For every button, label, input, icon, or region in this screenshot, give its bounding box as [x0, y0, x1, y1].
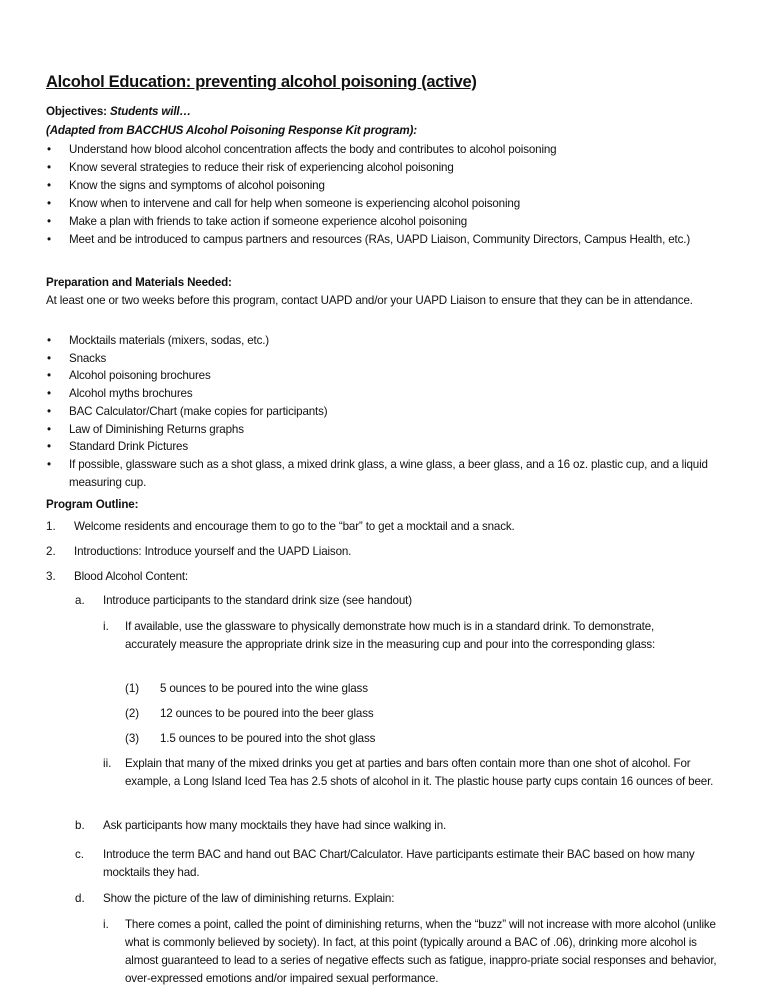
sub-marker: d.: [75, 892, 85, 905]
document-title: Alcohol Education: preventing alcohol poisoning (active): [46, 73, 477, 91]
bullet-icon: •: [47, 457, 52, 471]
step-3: Blood Alcohol Content:: [74, 570, 189, 583]
sub-marker: c.: [75, 848, 85, 861]
bullet-icon: •: [47, 143, 52, 156]
list-item: Alcohol poisoning brochures: [69, 369, 211, 383]
step-number: 2.: [46, 545, 56, 558]
step-3a-i: If available, use the glassware to physically demonstrate how much is in a standard drink. To demonstrate, accurately measure the appropriate drink size in the measuring cup and pour into the corresponding glass:: [125, 620, 656, 651]
step-3d-i: There comes a point, called the point of diminishing returns, when the “buzz” will not increase with more alcohol (unlike what is commonly believed by society). In fact, at this point (typically around a BAC of .06), drinking more alcohol is almost guaranteed to lead to a series of negative effects such as fatigue, inappro-priate social responses and behavior, over-expressed emotions and/or impaired sexual performance.: [125, 918, 717, 985]
bullet-icon: •: [47, 369, 52, 383]
step-1: Welcome residents and encourage them to go to the “bar” to get a mocktail and a snack.: [74, 520, 515, 533]
step-3d: Show the picture of the law of diminishing returns. Explain:: [103, 892, 395, 905]
sub-marker: a.: [75, 594, 85, 607]
step-3b: Ask participants how many mocktails they have had since walking in.: [103, 819, 447, 832]
step-2: Introductions: Introduce yourself and the UAPD Liaison.: [74, 545, 352, 558]
bullet-icon: •: [47, 197, 52, 210]
outline-heading: Program Outline:: [46, 498, 139, 511]
list-item: Meet and be introduced to campus partners and resources (RAs, UAPD Liaison, Community Directors, Campus Health, etc.): [69, 233, 691, 246]
sub-marker: i.: [103, 620, 109, 633]
list-item: Know when to intervene and call for help when someone is experiencing alcohol poisoning: [69, 197, 520, 210]
step-3a-ii: Explain that many of the mixed drinks you get at parties and bars often contain more than one shot of alcohol. For example, a Long Island Iced Tea has 2.5 shots of alcohol in it. The plastic house party cups contain 16 ounces of beer.: [125, 757, 714, 788]
step-3a-i-1: 5 ounces to be poured into the wine glass: [160, 682, 368, 695]
bullet-icon: •: [47, 215, 52, 228]
step-number: 3.: [46, 570, 56, 583]
bullet-icon: •: [47, 422, 52, 436]
bullet-icon: •: [47, 387, 52, 401]
bullet-icon: •: [47, 161, 52, 174]
step-3a: Introduce participants to the standard drink size (see handout): [103, 594, 412, 607]
sub-marker: i.: [103, 918, 109, 931]
sub-marker: (1): [125, 682, 140, 695]
list-item: Standard Drink Pictures: [69, 440, 188, 454]
list-item: Law of Diminishing Returns graphs: [69, 422, 244, 436]
list-item: Mocktails materials (mixers, sodas, etc.): [69, 334, 270, 347]
sub-marker: ii.: [103, 757, 112, 770]
list-item: Snacks: [69, 351, 107, 365]
bullet-icon: •: [47, 440, 52, 454]
bullet-icon: •: [47, 179, 52, 192]
step-3c: Introduce the term BAC and hand out BAC Chart/Calculator. Have participants estimate their BAC based on how many mocktails they had.: [103, 848, 695, 879]
sub-marker: b.: [75, 819, 85, 832]
bullet-icon: •: [47, 404, 52, 418]
list-item: BAC Calculator/Chart (make copies for participants): [69, 404, 328, 418]
step-3a-i-3: 1.5 ounces to be poured into the shot glass: [160, 732, 376, 745]
preparation-heading: Preparation and Materials Needed:: [46, 276, 232, 289]
preparation-intro: At least one or two weeks before this program, contact UAPD and/or your UAPD Liaison to ensure that they can be in attendance.: [46, 294, 693, 307]
step-number: 1.: [46, 520, 56, 533]
step-3a-i-2: 12 ounces to be poured into the beer glass: [160, 707, 374, 720]
sub-marker: (3): [125, 732, 140, 745]
bullet-icon: •: [47, 351, 52, 365]
list-item: If possible, glassware such as a shot glass, a mixed drink glass, a wine glass, a beer glass, and a 16 oz. plastic cup, and a liquid measuring cup.: [69, 457, 708, 489]
objectives-adapted: (Adapted from BACCHUS Alcohol Poisoning Response Kit program):: [46, 124, 417, 137]
list-item: Alcohol myths brochures: [69, 387, 193, 401]
bullet-icon: •: [47, 334, 52, 347]
sub-marker: (2): [125, 707, 140, 720]
list-item: Understand how blood alcohol concentration affects the body and contributes to alcohol poisoning: [69, 143, 557, 156]
list-item: Know the signs and symptoms of alcohol poisoning: [69, 179, 325, 192]
objectives-heading: Objectives: Students will…: [46, 105, 191, 118]
list-item: Make a plan with friends to take action if someone experience alcohol poisoning: [69, 215, 468, 228]
bullet-icon: •: [47, 233, 52, 246]
list-item: Know several strategies to reduce their risk of experiencing alcohol poisoning: [69, 161, 454, 174]
